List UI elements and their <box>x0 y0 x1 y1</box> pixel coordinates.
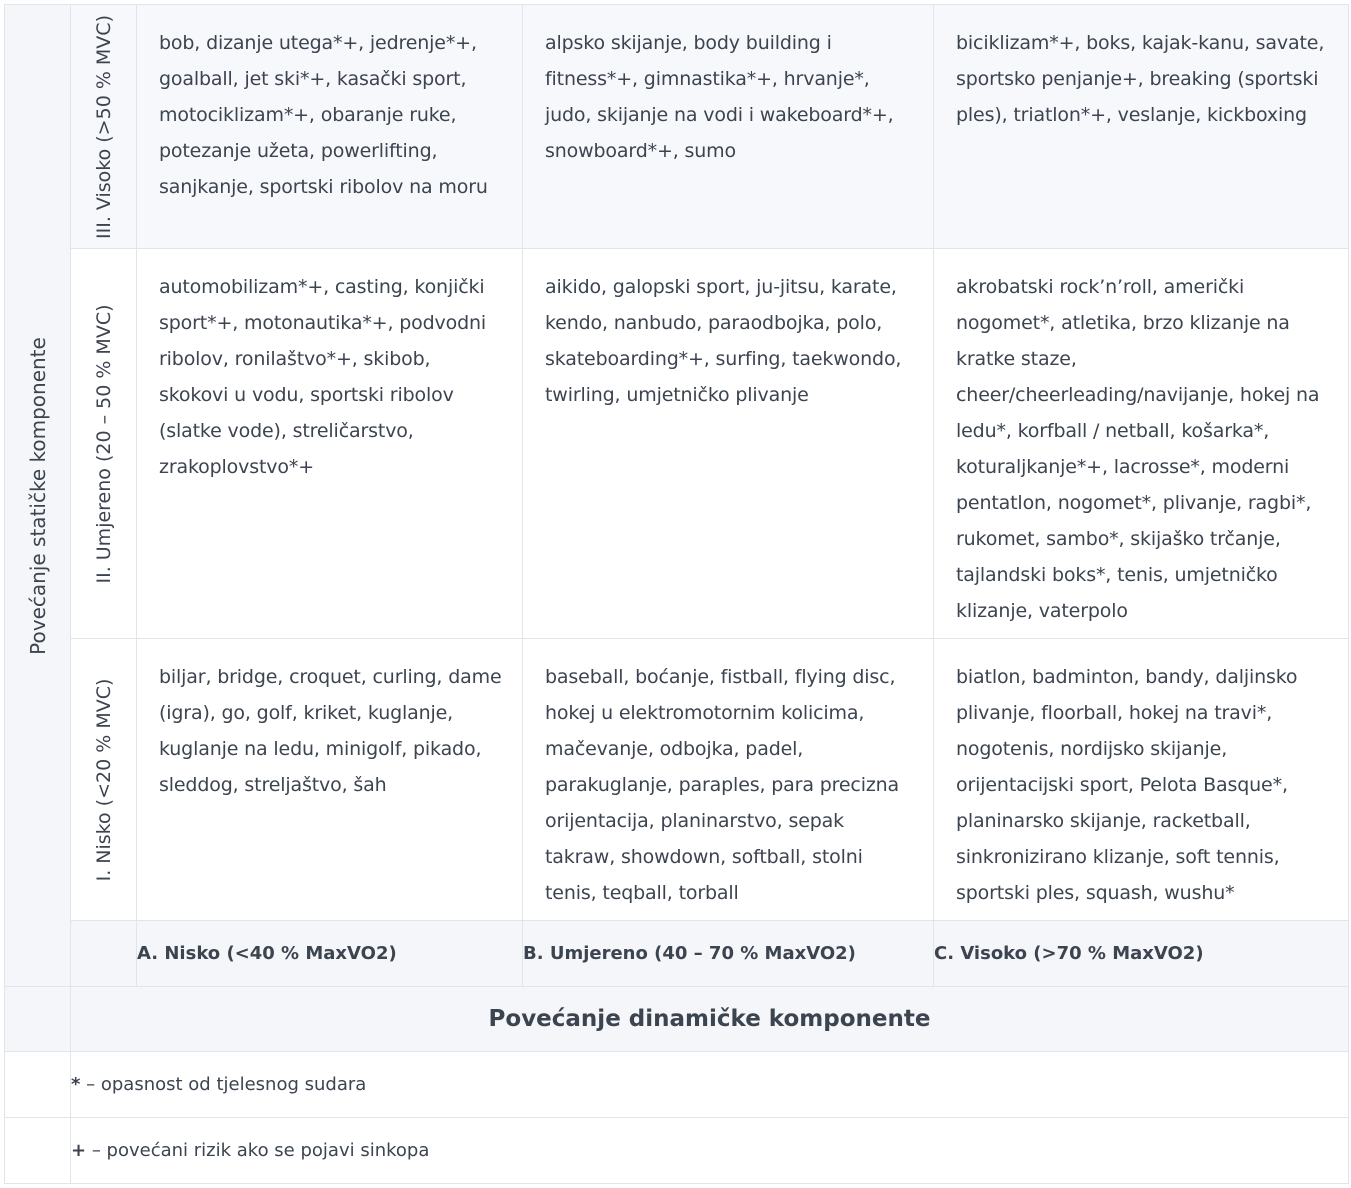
table-cell <box>934 249 1349 639</box>
table-cell <box>523 249 934 639</box>
cell-text: aikido, galopski sport, ju-jitsu, karate, kendo, nanbudo, paraodbojka, polo, skateboarding*+, surfing, taekwondo, twirling, umjetničko plivanje <box>545 276 902 406</box>
column-header-row <box>5 921 1349 987</box>
row-label-cell <box>71 639 137 921</box>
static-axis-label: Povećanje statičke komponente <box>25 336 50 655</box>
dynamic-axis-label: Povećanje dinamičke komponente <box>71 987 1349 1052</box>
column-header-spacer <box>71 921 137 987</box>
row-label-cell <box>71 5 137 249</box>
row-label-moderate: II. Umjereno (20 – 50 % MVC) <box>92 303 115 584</box>
legend-text: – povećani rizik ako se pojavi sinkopa <box>86 1139 430 1161</box>
column-header-moderate-dynamic: B. Umjereno (40 – 70 % MaxVO2) <box>523 921 934 987</box>
cell-text: biljar, bridge, croquet, curling, dame (igra), go, golf, kriket, kuglanje, kuglanje na ledu, minigolf, pikado, sleddog, streljaštvo, šah <box>159 666 502 796</box>
legend-symbol: * <box>71 1073 81 1095</box>
static-axis-cell <box>5 5 71 987</box>
cell-text: baseball, boćanje, fistball, flying disc, hokej u elektromotornim kolicima, mačevanje, odbojka, padel, parakuglanje, paraples, para precizna orijentacija, planinarstvo, sepak takraw, showdown, softball, stolni tenis, teqball, torball <box>545 666 900 904</box>
table-cell <box>523 639 934 921</box>
cell-text: alpsko skijanje, body building i fitness*+, gimnastika*+, hrvanje*, judo, skijanje na vodi i wakeboard*+, snowboard*+, sumo <box>545 32 894 162</box>
table-row-high-static <box>5 5 1349 249</box>
sports-classification-table <box>4 4 1349 1184</box>
legend-text: – opasnost od tjelesnog sudara <box>80 1073 367 1095</box>
legend-item-collision <box>71 1052 1349 1118</box>
table-cell <box>934 639 1349 921</box>
legend-row <box>5 1052 1349 1118</box>
cell-text: bob, dizanje utega*+, jedrenje*+, goalball, jet ski*+, kasački sport, motociklizam*+, obaranje ruke, potezanje užeta, powerlifting, sanjkanje, sportski ribolov na moru <box>159 32 488 198</box>
empty-legend-cell <box>5 1052 71 1118</box>
table-cell <box>523 5 934 249</box>
table-cell <box>934 5 1349 249</box>
legend-item-syncope <box>71 1118 1349 1184</box>
legend-row <box>5 1118 1349 1184</box>
table-row-low-static <box>5 639 1349 921</box>
column-header-low-dynamic: A. Nisko (<40 % MaxVO2) <box>137 921 523 987</box>
cell-text: akrobatski rock’n’roll, američki nogomet*, atletika, brzo klizanje na kratke staze, cheer/cheerleading/navijanje, hokej na ledu*, korfball / netball, košarka*, koturaljkanje*+, lacrosse*, moderni pentatlon, nogomet*, plivanje, ragbi*, rukomet, sambo*, skijaško trčanje, tajlandski boks*, tenis, umjetničko klizanje, vaterpolo <box>956 276 1320 622</box>
row-label-cell <box>71 249 137 639</box>
row-label-high: III. Visoko (>50 % MVC) <box>92 14 115 239</box>
table-row-moderate-static <box>5 249 1349 639</box>
row-label-low: I. Nisko (<20 % MVC) <box>92 678 115 881</box>
dynamic-axis-row <box>5 987 1349 1052</box>
table-cell <box>137 639 523 921</box>
empty-legend-cell <box>5 1118 71 1184</box>
cell-text: biciklizam*+, boks, kajak-kanu, savate, sportsko penjanje+, breaking (sportski ples), triatlon*+, veslanje, kickboxing <box>956 32 1325 126</box>
column-header-high-dynamic: C. Visoko (>70 % MaxVO2) <box>934 921 1349 987</box>
empty-corner-cell <box>5 987 71 1052</box>
table-cell <box>137 249 523 639</box>
cell-text: automobilizam*+, casting, konjički sport*+, motonautika*+, podvodni ribolov, ronilaštvo*+, skibob, skokovi u vodu, sportski ribolov (slatke vode), streličarstvo, zrakoplovstvo*+ <box>159 276 487 478</box>
table-cell <box>137 5 523 249</box>
cell-text: biatlon, badminton, bandy, daljinsko plivanje, floorball, hokej na travi*, nogotenis, nordijsko skijanje, orijentacijski sport, Pelota Basque*, planinarsko skijanje, racketball, sinkronizirano klizanje, soft tennis, sportski ples, squash, wushu* <box>956 666 1298 904</box>
legend-symbol: + <box>71 1139 87 1161</box>
